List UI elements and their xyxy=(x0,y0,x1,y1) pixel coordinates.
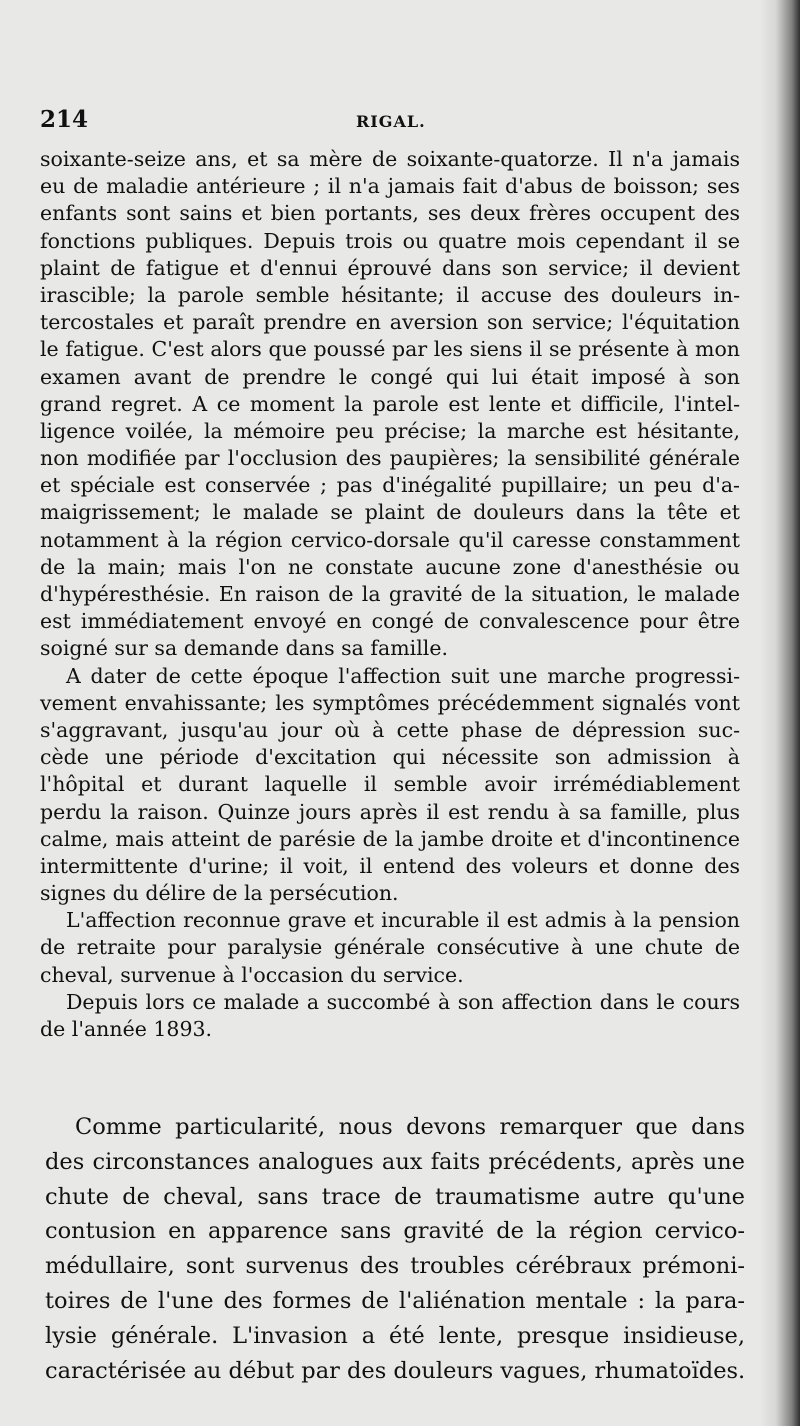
text-line: cheval, survenue à l'occasion du service. xyxy=(40,962,464,987)
text-line: notamment à la région cervico-dorsale qu'il caresse constamment xyxy=(40,527,740,552)
text-line: de la main; mais l'on ne constate aucune zone d'anesthésie ou xyxy=(40,554,740,579)
text-line: plaint de fatigue et d'ennui éprouvé dans son service; il devient xyxy=(40,255,740,280)
text-line: intermittente d'urine; il voit, il entend des voleurs et donne des xyxy=(40,853,740,878)
text-line: d'hypéresthésie. En raison de la gravité de la situation, le malade xyxy=(40,582,740,606)
text-line: soigné sur sa demande dans sa famille. xyxy=(40,636,448,661)
text-line: eu de maladie antérieure ; il n'a jamais fait d'abus de boisson; ses xyxy=(40,174,740,199)
text-line: et spéciale est conservée ; pas d'inégalité pupillaire; un peu d'a- xyxy=(40,473,740,498)
text-line: A dater de cette époque l'affection suit une marche progressi- xyxy=(66,663,740,688)
text-line: non modifiée par l'occlusion des paupières; la sensibilité générale xyxy=(40,446,740,471)
text-line: irascible; la parole semble hésitante; il accuse des douleurs in- xyxy=(40,282,740,307)
text-line: cède une période d'excitation qui nécessite son admission à xyxy=(40,745,740,770)
text-line: maigrissement; le malade se plaint de douleurs dans la tête et xyxy=(40,500,740,525)
text-line: perdu la raison. Quinze jours après il est rendu à sa famille, plus xyxy=(40,799,740,824)
text-line: fonctions publiques. Depuis trois ou quatre mois cependant il se xyxy=(40,228,740,253)
text-line: l'hôpital et durant laquelle il semble avoir irrémédiablement xyxy=(40,772,740,797)
text-line: toires de l'une des formes de l'aliénation mentale : la para- xyxy=(45,1287,745,1314)
text-line: des circonstances analogues aux faits précédents, après une xyxy=(45,1148,745,1175)
text-line: Depuis lors ce malade a succombé à son affection dans le cours xyxy=(66,989,740,1014)
text-line: de retraite pour paralysie générale consécutive à une chute de xyxy=(40,935,740,960)
text-line: contusion en apparence sans gravité de la région cervico- xyxy=(45,1218,745,1245)
text-line: enfants sont sains et bien portants, ses deux frères occupent des xyxy=(40,201,740,226)
running-head xyxy=(40,106,740,136)
text-line: est immédiatement envoyé en congé de convalescence pour être xyxy=(40,609,740,634)
binding-shadow xyxy=(760,0,800,1426)
paragraph xyxy=(40,907,740,989)
text-line: le fatigue. C'est alors que poussé par les siens il se présente à mon xyxy=(40,337,740,362)
text-line: signes du délire de la persécution. xyxy=(40,881,399,906)
text-line: chute de cheval, sans trace de traumatisme autre qu'une xyxy=(45,1183,745,1210)
text-line: ligence voilée, la mémoire peu précise; la marche est hésitante, xyxy=(40,418,740,443)
text-line: vement envahissante; les symptômes précédemment signalés vont xyxy=(40,690,740,715)
text-line: L'affection reconnue grave et incurable il est admis à la pension xyxy=(66,908,740,933)
text-line: lysie générale. L'invasion a été lente, presque insidieuse, xyxy=(45,1322,745,1349)
text-line: Comme particularité, nous devons remarquer que dans xyxy=(75,1114,745,1140)
text-line: tercostales et paraît prendre en aversion son service; l'équitation xyxy=(40,310,740,335)
text-line: examen avant de prendre le congé qui lui était imposé à son xyxy=(40,364,740,389)
text-line: de l'année 1893. xyxy=(40,1017,213,1041)
text-line: s'aggravant, jusqu'au jour où à cette phase de dépression suc- xyxy=(40,717,740,742)
running-head-title: RIGAL. xyxy=(356,112,426,131)
text-line: grand regret. A ce moment la parole est lente et difficile, l'intel- xyxy=(40,391,740,416)
text-line: calme, mais atteint de parésie de la jambe droite et d'incontinence xyxy=(40,826,740,851)
text-line: médullaire, sont survenus des troubles cérébraux prémoni- xyxy=(45,1253,745,1280)
text-line: soixante-seize ans, et sa mère de soixante-quatorze. Il n'a jamais xyxy=(40,147,740,171)
page-number: 214 xyxy=(40,106,89,133)
commentary-text xyxy=(45,1110,745,1388)
text-line: caractérisée au début par des douleurs vagues, rhumatoïdes. xyxy=(45,1357,746,1384)
paragraph xyxy=(40,663,740,908)
paragraph xyxy=(40,989,740,1043)
case-report-text xyxy=(40,146,740,1043)
paragraph xyxy=(40,146,740,663)
